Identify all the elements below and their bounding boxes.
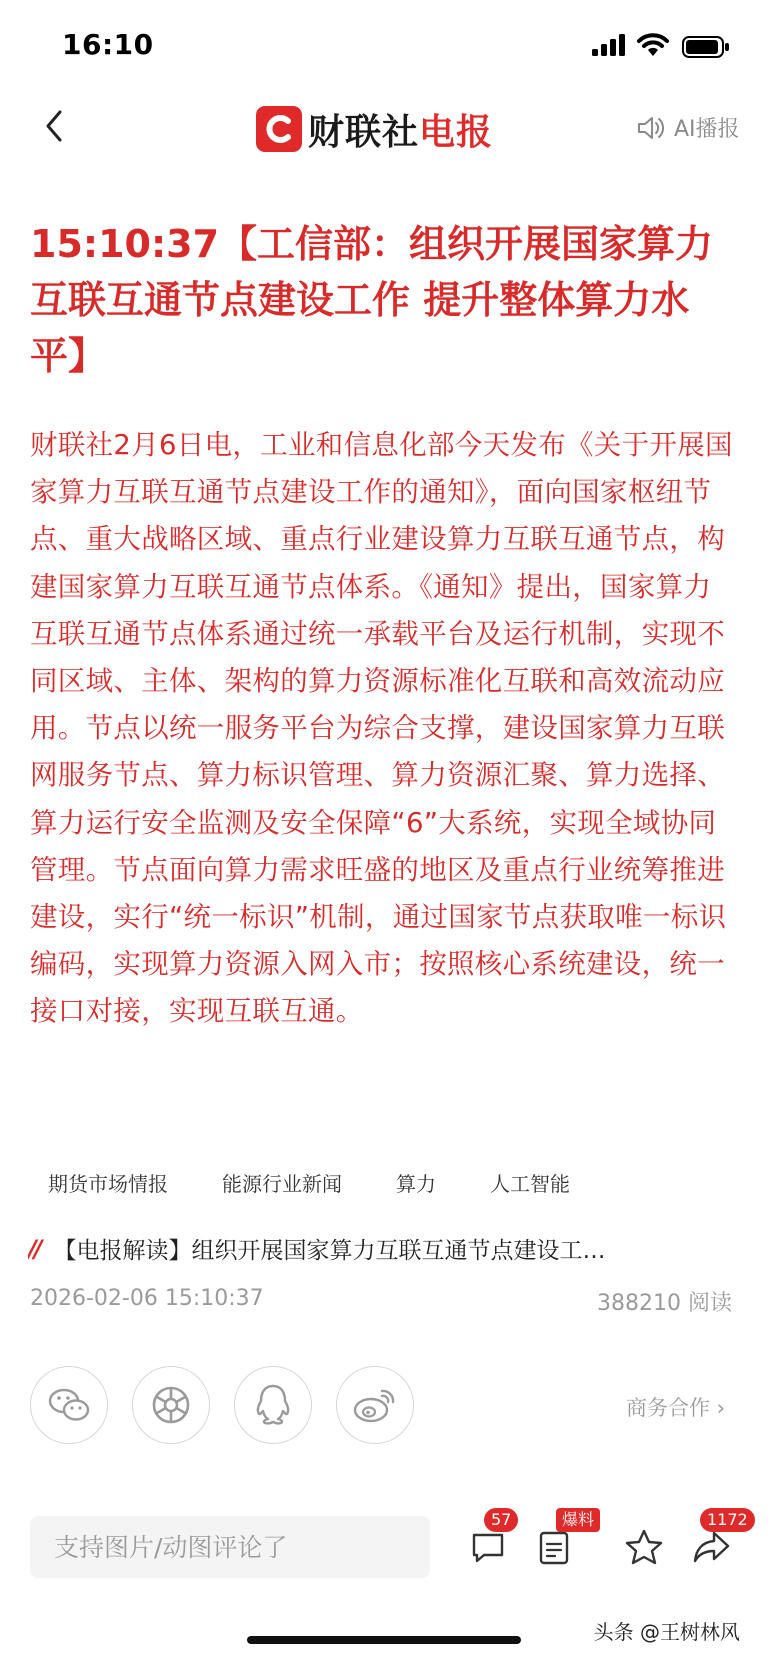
logo-text-a: 财联社 <box>308 111 420 153</box>
comment-button[interactable] <box>470 1530 506 1570</box>
comment-input-box[interactable] <box>30 1516 430 1578</box>
slash-icon: // <box>28 1234 40 1263</box>
moments-icon <box>149 1383 193 1427</box>
tag-item[interactable]: 期货市场情报 <box>48 1172 168 1196</box>
read-count: 388210 阅读 <box>597 1291 732 1316</box>
comment-count-badge: 57 <box>484 1508 518 1532</box>
tag-item[interactable]: 人工智能 <box>490 1172 570 1196</box>
share-wechat-button[interactable] <box>30 1366 108 1444</box>
share-arrow-icon <box>692 1528 732 1566</box>
speaker-icon <box>636 114 666 142</box>
article-headline: 15:10:37【工信部：组织开展国家算力互联互通节点建设工作 提升整体算力水平】 <box>30 222 714 378</box>
share-weibo-button[interactable] <box>336 1366 414 1444</box>
source-watermark: 头条 @王树林风 <box>593 1620 740 1644</box>
logo-c-icon <box>262 112 296 146</box>
share-moments-button[interactable] <box>132 1366 210 1444</box>
related-article-link[interactable] <box>28 1232 738 1265</box>
report-icon <box>538 1530 572 1566</box>
star-icon <box>624 1528 664 1566</box>
share-qq-button[interactable] <box>234 1366 312 1444</box>
share-count-badge: 1172 <box>700 1508 755 1532</box>
status-time: 16:10 <box>62 28 154 61</box>
tag-item[interactable]: 算力 <box>396 1172 436 1196</box>
logo-text-b: 电报 <box>419 111 494 153</box>
comment-input[interactable] <box>30 1516 414 1578</box>
wifi-icon <box>636 32 670 58</box>
comment-icon <box>470 1530 506 1566</box>
logo-text <box>308 104 493 155</box>
favorite-button[interactable] <box>624 1528 664 1570</box>
tag-list <box>30 1168 606 1197</box>
tag-item[interactable]: 能源行业新闻 <box>222 1172 342 1196</box>
report-button[interactable] <box>538 1530 572 1570</box>
ai-broadcast-button[interactable] <box>636 112 740 143</box>
report-badge: 爆料 <box>556 1508 600 1532</box>
qq-icon <box>253 1383 293 1427</box>
app-logo <box>256 104 493 154</box>
back-arrow-icon[interactable] <box>38 106 74 146</box>
signal-icon <box>592 34 626 56</box>
logo-badge <box>256 106 302 152</box>
share-button[interactable] <box>692 1528 732 1570</box>
wechat-icon <box>47 1386 91 1424</box>
business-cooperation-link[interactable]: 商务合作 › <box>626 1396 726 1420</box>
weibo-icon <box>352 1385 398 1425</box>
related-article-title: 【电报解读】组织开展国家算力互联互通节点建设工… <box>53 1238 606 1264</box>
battery-icon <box>682 36 730 58</box>
publish-date: 2026-02-06 15:10:37 <box>30 1286 264 1311</box>
ai-broadcast-label: AI播报 <box>674 117 740 142</box>
article-body: 财联社2月6日电，工业和信息化部今天发布《关于开展国家算力互联互通节点建设工作的通知》，面向国家枢纽节点、重大战略区域、重点行业建设算力互联互通节点，构建国家算力互联互通节点体系。《通知》提出，国家算力互联互通节点体系通过统一承载平台及运行机制，实现不同区域、主体、架构的算力资源标准化互联和高效流动应用。节点以统一服务平台为综合支撑，建设国家算力互联网服务节点、算力标识管理、算力资源汇聚、算力选择、算力运行安全监测及安全保障“6”大系统，实现全域协同管理。节点面向算力需求旺盛的地区及重点行业统筹推进建设，实行“统一标识”机制，通过国家节点获取唯一标识编码，实现算力资源入网入市；按照核心系统建设，统一接口对接，实现互联互通。 <box>30 429 733 1028</box>
home-indicator[interactable] <box>247 1636 521 1644</box>
